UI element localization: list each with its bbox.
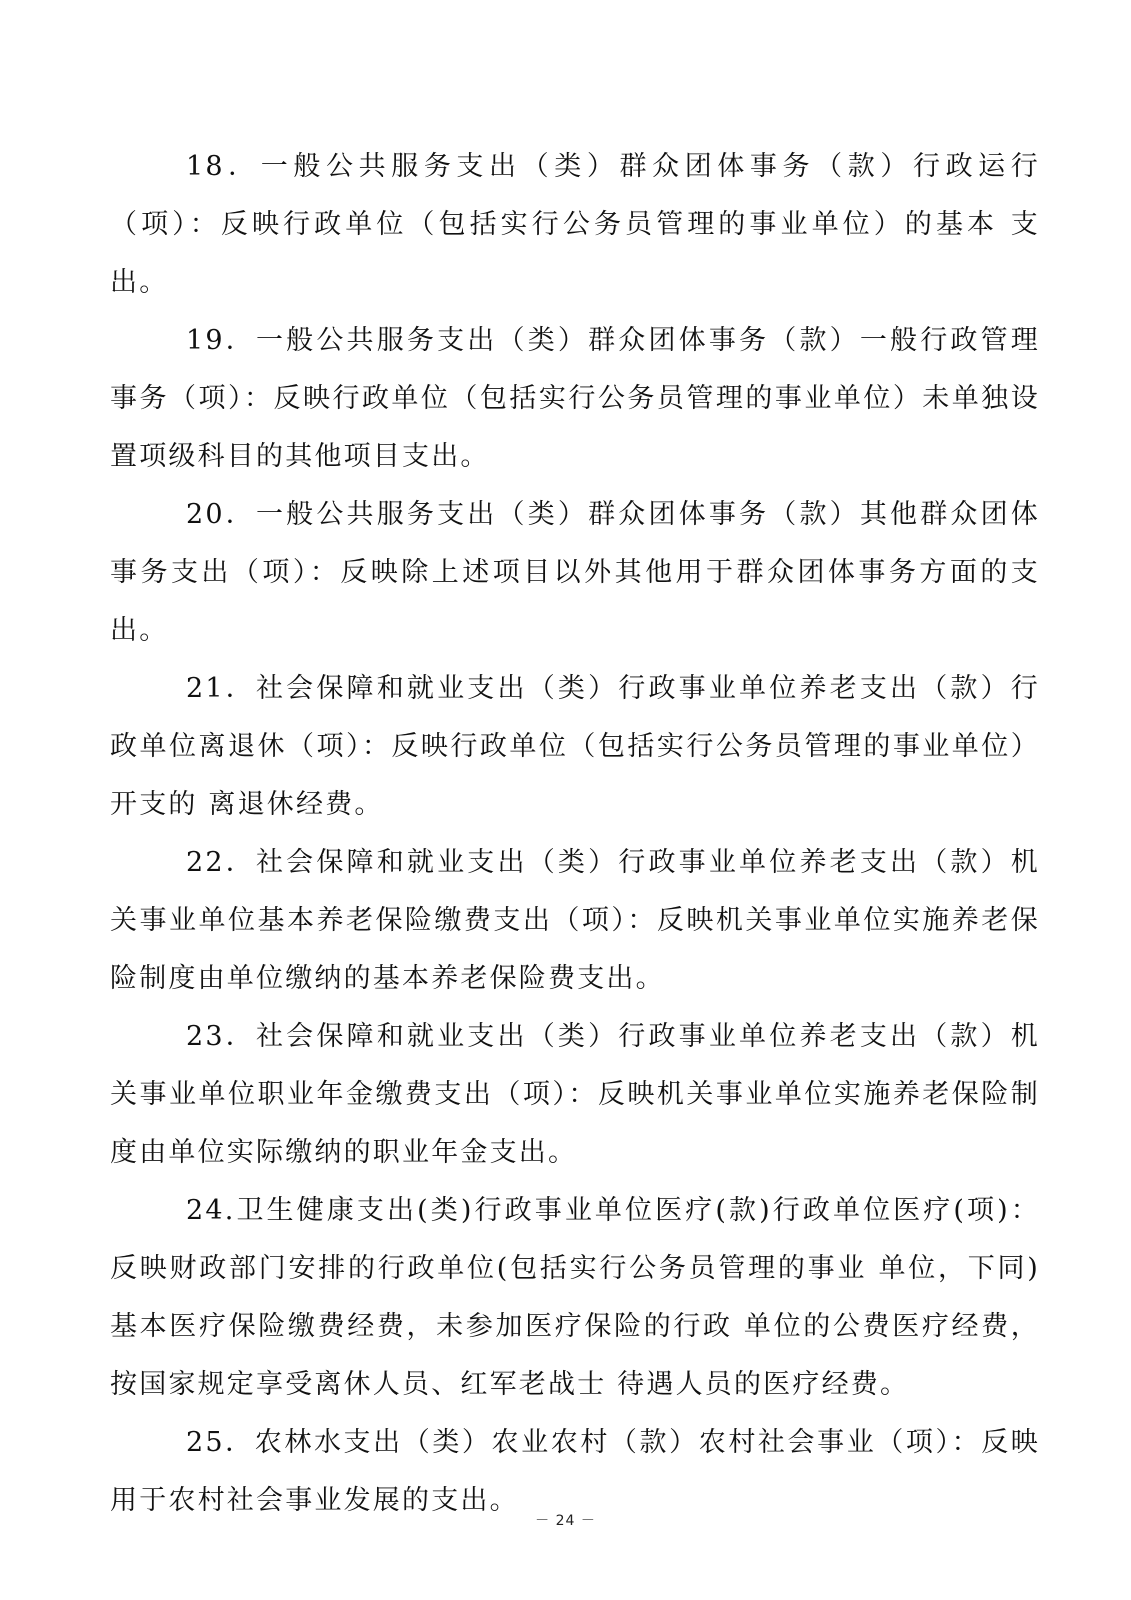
paragraph-item-21: 21．社会保障和就业支出（类）行政事业单位养老支出（款）行政单位离退休（项）：反映行政单位（包括实行公务员管理的事业单位）开支的 离退休经费。 <box>110 673 1040 820</box>
paragraph-item-25: 25．农林水支出（类）农业农村（款）农村社会事业（项）：反映用于农村社会事业发展的支出。 <box>110 1427 1040 1516</box>
paragraph-item-22: 22．社会保障和就业支出（类）行政事业单位养老支出（款）机关事业单位基本养老保险缴费支出（项）：反映机关事业单位实施养老保险制度由单位缴纳的基本养老保险费支出。 <box>110 847 1040 994</box>
paragraph-item-18: 18．一般公共服务支出（类）群众团体事务（款）行政运行（项）：反映行政单位（包括实行公务员管理的事业单位）的基本 支出。 <box>110 151 1040 298</box>
paragraph-item-19: 19．一般公共服务支出（类）群众团体事务（款）一般行政管理事务（项）：反映行政单位（包括实行公务员管理的事业单位）未单独设置项级科目的其他项目支出。 <box>110 325 1040 472</box>
paragraph-item-23: 23．社会保障和就业支出（类）行政事业单位养老支出（款）机关事业单位职业年金缴费支出（项）：反映机关事业单位实施养老保险制度由单位实际缴纳的职业年金支出。 <box>110 1021 1040 1168</box>
page-number: － 24 － <box>535 1513 596 1529</box>
document-body <box>110 138 1040 1530</box>
paragraph-item-20: 20．一般公共服务支出（类）群众团体事务（款）其他群众团体事务支出（项）：反映除上述项目以外其他用于群众团体事务方面的支出。 <box>110 499 1040 646</box>
paragraph-item-24: 24.卫生健康支出(类)行政事业单位医疗(款)行政单位医疗(项)：反映财政部门安排的行政单位(包括实行公务员管理的事业 单位，下同)基本医疗保险缴费经费，未参加医疗保险的行政 单位的公费医疗经费，按国家规定享受离休人员、红军老战士 待遇人员的医疗经费。 <box>110 1195 1040 1400</box>
